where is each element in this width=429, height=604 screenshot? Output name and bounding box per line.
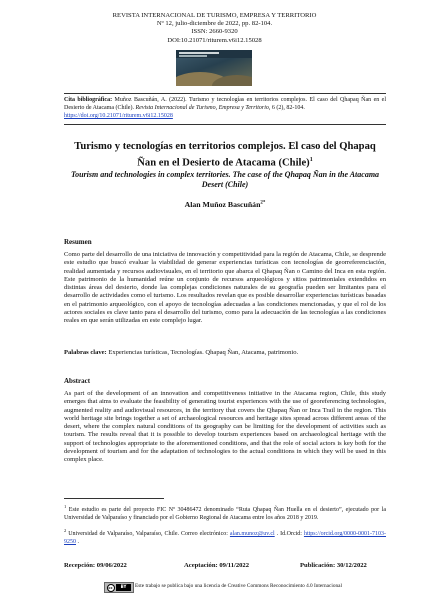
journal-header: [0, 12, 429, 45]
footnote-2-tail: .: [76, 538, 79, 545]
date-received: Recepción: 09/06/2022: [64, 562, 127, 569]
journal-doi: DOI:10.21071/riturem.v6i12.15028: [167, 36, 262, 44]
keywords: [64, 349, 386, 357]
citation-box: [64, 93, 386, 125]
keywords-label: Palabras clave:: [64, 349, 107, 356]
creative-commons-badge-icon[interactable]: [104, 582, 134, 593]
footnote-2-number: 2: [64, 528, 67, 533]
date-published: Publicación: 30/12/2022: [300, 562, 367, 569]
cc-by-label: BY: [116, 584, 131, 591]
publication-dates: [64, 562, 386, 572]
citation-doi-link[interactable]: https://doi.org/10.21071/riturem.v6i12.15028: [64, 113, 173, 120]
footnote-divider: [64, 498, 164, 499]
journal-cover-image: [176, 50, 252, 86]
author-name: [64, 200, 386, 209]
footnote-1-number: 1: [64, 504, 67, 509]
article-title-english: Tourism and technologies in complex territories. The case of the Qhapaq Ñan in the Atacama Desert (Chile): [70, 170, 380, 189]
abstract-text: As part of the development of an innovation and competitiveness initiative in the Atacama region, Chile, this study emerges that aims to evaluate the feasibility of generating tourist experiences with the use of georeferencing technologies, augmented reality and audiovisual resources, in the territory that covers the Qhapaq Ñan or Inca Trail in the region. This world heritage site brings together a set of archaeological resources and heritage sites spread across different areas of the desert, where the complex natural conditions of its geography can be limiting for the development of activities such as tourism. The results reveal that it is possible to develop tourism experiences based on archaeological heritage with the support of technologies appropriate to the aforementioned conditions, and that the role of social actors is key both for the development of tourism and for the adaptation of technologies to the actual conditions in which they will be used in this complex place.: [64, 390, 386, 464]
article-title-text: Turismo y tecnologías en territorios complejos. El caso del Qhapaq Ñan en el Desierto de Atacama (Chile): [74, 141, 376, 169]
license-notice: [104, 582, 404, 592]
abstract-heading: Abstract: [64, 377, 91, 385]
cc-logo-icon: cc: [108, 586, 113, 590]
citation-text: Muñoz Bascuñán, A. (2022). Turismo y tecnologías en territorios complejos. El caso del Qhapaq Ñan en el Desierto de Atacama (Chile).: [64, 97, 386, 112]
date-accepted: Aceptación: 09/11/2022: [184, 562, 250, 569]
footnote-1-text: Este estudio es parte del proyecto FIC Nº 30486472 denominado “Ruta Qhapaq Ñan Huella en el desierto”, ejecutado por la Universidad de Valparaíso y financiado por el Gobierno Regional de Atacama entre los años 2018 y 2019.: [64, 507, 386, 521]
author-email-link[interactable]: alan.munoz@uv.cl: [229, 531, 275, 537]
journal-name: REVISTA INTERNACIONAL DE TURISMO, EMPRESA Y TERRITORIO: [112, 12, 317, 19]
keywords-text: Experiencias turísticas, Tecnologías. Qhapaq Ñan, Atacama, patrimonio.: [106, 349, 299, 356]
resumen-heading: Resumen: [64, 238, 92, 246]
article-title: [64, 141, 386, 170]
orcid-link[interactable]: https://orcid.org/0000-0001-7103-9250: [64, 531, 386, 545]
footnote-2-text: Universidad de Valparaíso, Valparaíso, Chile. Correo electrónico:: [66, 531, 230, 537]
citation-issue: 6 (2), 82-104.: [270, 105, 305, 112]
title-footnote-marker[interactable]: 1: [309, 156, 313, 163]
resumen-text: Como parte del desarrollo de una iniciativa de innovación y competitividad para la región de Atacama, Chile, se desprende este estudio que buscó evaluar la viabilidad de generar experiencias turísticas con tecnologías de georreferenciación, realidad aumentada y recursos audiovisuales, en el territorio que abarca el Qhapaq Ñan o Camino del Inca en esta región. Este patrimonio de la humanidad reúne un conjunto de recursos arqueológicos y sitios patrimoniales extendidos en distintas áreas del desierto, donde las complejas condiciones naturales de su geografía pueden ser limitantes para el desarrollo de actividades como el turismo. Los resultados revelan que es posible desarrollar experiencias turísticas basadas en el patrimonio arqueológico, con el apoyo de tecnologías adecuadas a las condiciones mencionadas, y que el rol de los actores sociales es clave tanto para el desarrollo del turismo, como para la adecuación de las tecnologías a las condiciones reales en que serán utilizadas en este complejo lugar.: [64, 251, 386, 325]
citation-journal: Revista Internacional de Turismo, Empresa y Territorio,: [135, 105, 271, 112]
journal-issn: ISSN: 2660-9320: [191, 28, 238, 36]
citation-label: Cita bibliográfica:: [64, 97, 113, 103]
author-text: Alan Muñoz Bascuñán: [184, 200, 261, 209]
orcid-label: . Id.Orcid:: [274, 531, 304, 537]
license-text: Este trabajo se publica bajo una licencia de Creative Commons Reconocimiento 4.0 Internacional: [135, 583, 342, 589]
footnote-2: [64, 527, 386, 546]
journal-issue: Nº 12, julio-diciembre de 2022, pp. 82-104.: [156, 20, 273, 28]
footnote-1: [64, 503, 386, 522]
author-footnote-marker[interactable]: 2*: [260, 200, 266, 206]
